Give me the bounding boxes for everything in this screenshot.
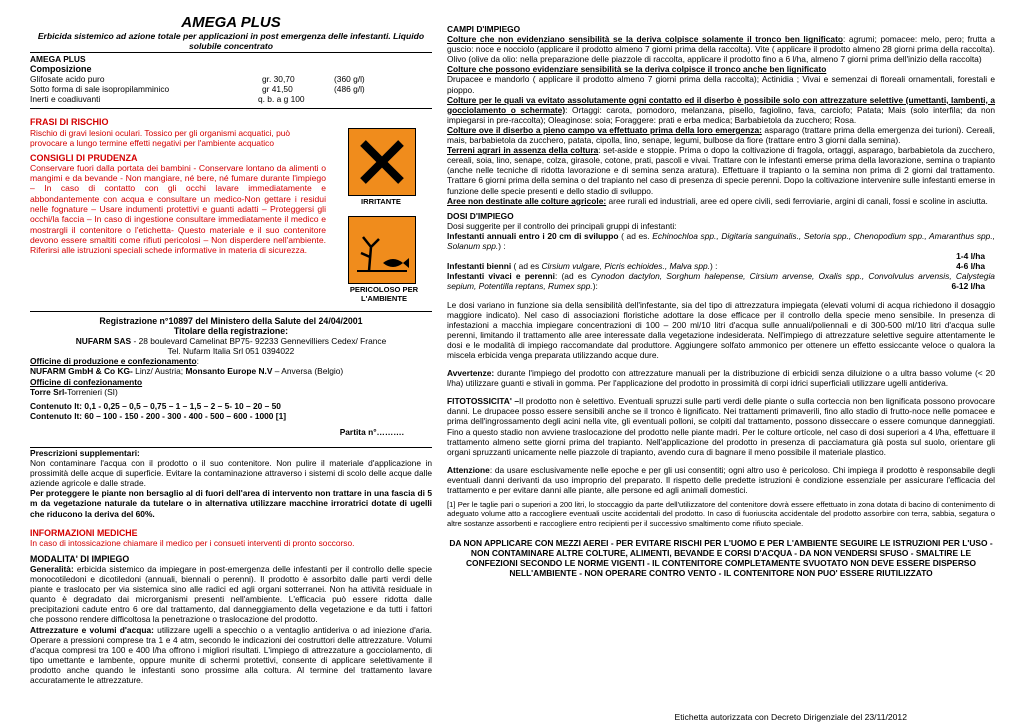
phone-number: Tel. Nufarm Italia Srl 051 0394022: [167, 346, 295, 357]
campi-para-heading: Colture che possono evidenziare sensibilità se la deriva colpisce il tronco anche ben lignificato: [447, 64, 827, 75]
campi-para: Drupacee e mandorlo ( applicare il prodotto almeno 7 giorni prima della raccolta); Actinidia ; Vivai e semenzai di floreali ornamentali, forestali e pioppo.: [447, 74, 995, 95]
divider: [30, 52, 432, 53]
campi-para: Colture ove il diserbo a pieno campo va effettuato prima della loro emergenza: asparago (trattare prima della emergenza dei turioni). Cereali, mais, barbabietola da zucchero, patata, cipolla, lino, senape, legumi, bulbose da fiore (trattare entro 3 giorni dalla semina).: [447, 124, 995, 146]
composition-row: Inerti e coadiuvanti q. b. a g 100: [30, 94, 305, 105]
phytotoxicity-para: FITOTOSSICITA' –Il prodotto non è selettivo. Eventuali spruzzi sulle parti verdi delle piante o sulla corteccia non ben lignificata possono provocare danni. Le drupacee posso essere sensibili anche se il tronco è lignificato. Nei trattamenti primaverili, fino allo stadio di frutto-noce nelle pomacee e prima dell'ingrossamento degli acini nella vite, gli eventuali polloni, se colpiti dal trattamento, possono disseccare o essere comunque danneggiati. Fino a questo stadio non avviene traslocazione del prodotto nelle piante madri. Per le colture ortícole, nel caso di dosi superiori a 4 l/ha, effettuare il trattamento almeno sette giorni prima del trapianto. Nell'applicazione del prodotto in presenza di pacciamatura già posta sul suolo, orientare gli organi spruzzanti unicamente nelle piazzole di trapianto, avendo cura di bagnare il meno possibile il materiale plastico.: [447, 396, 995, 457]
prudence-text: Conservare fuori dalla portata dei bambini - Conservare lontano da alimenti o mangimi e da bevande - Non mangiare, né bere, né fumare durante l'impiego – In caso di contatto con gli occhi lavare immediatamente e abbondantemente con acqua e consultare un medico-Non gettare i residui nelle fognature – Usare indumenti protettivi e guanti adatti – Proteggersi gli occhi/la faccia – In caso di ingestione consultare immediatamente il medico e mostrargli il contenitore o l'etichetta- Questo materiale e il suo contenitore devono essere smaltiti come rifiuti pericolosi – Non disperdere nell'ambiente. Riferirsi alle istruzioni speciali schede informative in materia di sicurezza.: [30, 162, 326, 256]
content-sizes-2: Contenuto lt: 60 – 100 - 150 - 200 - 300 - 400 - 500 – 600 - 1000 [1]: [30, 410, 287, 421]
hazard-text-block: [30, 117, 326, 255]
usage-general: Generalità: erbicida sistemico da impiegare in post-emergenza delle infestanti per il controllo delle specie monocotiledoni e dicotiledoni (annuali, biennali o perenni). Il prodotto è assorbito dalle parti verdi delle piante e traslocato per via sistemica sino alle radici ed agli organi sotterranei. Non ha attività residuale in quanto è degradato dai microrganismi presenti nell'ambiente. L'efficacia può essere ridotta dalle precipitazioni cadute entro 6 ore dal trattamento, dal danneggiamento della vegetazione e da tutti i fattori che possono rendere difficoltosa la penetrazione o traslocazione del prodotto.: [30, 563, 432, 625]
composition-heading: Composizione: [30, 64, 92, 75]
dosi-intro: Dosi suggerite per il controllo dei principali gruppi di infestanti:: [447, 220, 677, 231]
campi-block: [447, 24, 995, 206]
attention-para: Attenzione: da usare esclusivamente nelle epoche e per gli usi consentiti; ogni altro uso è pericoloso. Chi impiega il prodotto è responsabile degli eventuali danni derivanti da uso improprio del preparato. Il rispetto delle predette istruzioni è condizione essenziale per assicurare l'efficacia del trattamento e per evitare danni alle piante, alle persone ed agli animali domestici.: [447, 464, 995, 496]
campi-para: Aree non destinate alle colture agricole: aree rurali ed industriali, aree ed opere civili, sedi ferroviarie, argini di canali, fossi e scoline in asciutta.: [447, 195, 988, 206]
production-plants: Officine di produzione e confezionamento:: [30, 356, 199, 367]
left-column: [30, 0, 432, 724]
prescriptions-text: Non contaminare l'acqua con il prodotto o il suo contenitore. Non pulire il materiale d'applicazione in prossimità delle acque di superficie. Evitare la contaminazione attraverso i sistemi di scolo delle acque dalle aziende agricole e dalle strade.: [30, 458, 432, 489]
dose-row: Infestanti bienni ( ad es Cirsium vulgare, Picris echioides., Malva spp.) : 4-6 l/ha: [447, 261, 995, 271]
dosi-heading: DOSI D'IMPIEGO: [447, 210, 514, 221]
packaging-plants: Torre Srl-Torrenieri (SI): [30, 386, 118, 397]
risk-heading: FRASI DI RISCHIO: [30, 117, 109, 128]
x-cross-icon: [349, 129, 415, 195]
product-subtitle: Erbicida sistemico ad azione totale per applicazioni in post emergenza delle infestanti. Liquido solubile concentrato: [37, 31, 425, 51]
risk-text: Rischio di gravi lesioni oculari. Tossico per gli organismi acquatici, può provocare a lungo termine effetti negativi per l'ambiente acquatico: [30, 127, 291, 148]
prudence-heading: CONSIGLI DI PRUDENZA: [30, 152, 138, 163]
dosi-block: [447, 211, 995, 292]
dose-row: Infestanti vivaci e perenni: (ad es Cynodon dactylon, Sorghum halepense, Cirsium arvense, Oxalis spp., Convolvulus arvensis, Calystegia sepium, Potentilla reptans, Rumex spp.):: [447, 271, 995, 292]
campi-para: Terreni agrari in assenza della coltura: set-aside e stoppie. Prima o dopo la coltivazione di fragola, ortaggi, asparago, barbabietola da zucchero, cereali, soia, lino, senape, colza, girasole, cotone, prati, pascoli e vivai. Trattare con le infestanti emerse prima della lavorazione, semina o trapianto (anche nelle tecniche di ridotta lavorazione e di semina senza aratura). Effettuare il trapianto o la semina non prima di 2 giorni dal trattamento. Trattare 6 giorni prima della semina o del trapianto nel caso di presenza di specie perenni. Dopo la coltivazione intervenire sulle infestanti emerse in funzione delle specie presenti e dello stadio di sviluppo.: [447, 145, 995, 196]
registration-number: Registrazione n°10897 del Ministero della Salute del 24/04/2001: [99, 316, 363, 326]
batch-number: Partita n°……….: [339, 426, 404, 437]
dose-value: 4-6 l/ha: [956, 261, 985, 272]
divider: [30, 311, 432, 312]
divider: [30, 108, 432, 109]
lower-left-block: [30, 448, 432, 685]
dose-row: Infestanti annuali entro i 20 cm di sviluppo ( ad es. Echinochloa spp., Digitaria sanguinalis., Setoria spp., Chenopodium spp., Amaranthus spp., Solanum spp.) :: [447, 230, 995, 251]
right-column: [447, 0, 995, 724]
prescriptions-heading: Prescrizioni supplementari:: [30, 448, 140, 458]
campi-para: Colture che non evidenziano sensibilità se la deriva colpisce solamente il tronco ben lignificato: agrumi; pomacee: melo, pero; frutta a guscio: noce e nocciolo (applicare il prodotto almeno 7 giorni prima della raccolta). Vite ( applicare il prodotto almeno 28 giorni prima della raccolta). Olivo (olive da olio: nella preparazione delle piazzole di raccolta, applicare il prodotto fino a 6 l/ha, almeno 7 giorni prima dell'inizio della raccolta): [447, 34, 995, 65]
footnote: [1] Per le taglie pari o superiori a 200 litri, lo stoccaggio da parte dell'utilizzatore del contenitore dovrà essere effettuato in zona dotata di bacino di contenimento di adeguato volume atto a raccogliere eventuali uscite accidentali del prodotto. In caso di fuoriuscita accidentale del prodotto assorbire con terra, sabbia, segatura o altre sostanze assorbenti e raccogliere entro recipienti per il successivo smaltimento come rifiuto speciale.: [447, 500, 995, 528]
dose-value: 1-4 l/ha: [956, 251, 985, 262]
environment-label: PERICOLOSO PER L'AMBIENTE: [349, 285, 419, 303]
prescriptions-buffer: Per proteggere le piante non bersaglio al di fuori dell'area di intervento non trattare in una fascia di 5 m da vegetazione naturale da tutelare o in alternativa utilizzare macchine irroratrici dotate di ugelli che riducono la deriva del 60%.: [30, 488, 432, 519]
composition-row: Glifosate acido puro gr. 30,70 (360 g/l): [30, 74, 365, 85]
no-aerial-warning: DA NON APPLICARE CON MEZZI AEREI - PER EVITARE RISCHI PER L'UOMO E PER L'AMBIENTE SEGUIRE LE ISTRUZIONI PER L'USO - NON CONTAMINARE ALTRE COLTURE, ALIMENTI, BEVANDE E CORSI D'ACQUA - DA NON VENDERSI SFUSO - SMALTIRE LE CONFEZIONI SECONDO LE NORME VIGENTI - IL CONTENITORE COMPLETAMENTE SVUOTATO NON DEVE ESSERE DISPERSO NELL'AMBIENTE - NON OPERARE CONTRO VENTO - IL CONTENITORE NON PUO' ESSERE RIUTILIZZATO: [449, 537, 993, 579]
doses-explanation: Le dosi variano in funzione sia della sensibilità dell'infestante, sia del tipo di attrezzatura impiegata (elevati volumi di acqua richiedono il dosaggio maggiore indicato). Nel caso di associazioni floristiche adottare la dose efficace per il controllo della specie meno sensibile. In presenza di infestazioni a macchia impiegare concentrazioni di 100 – 200 ml/10 litri d'acqua sulle annuali/poliennali e di 300-500 ml/10 litri d'acqua sulle perenni, limitando il trattamento alle aree interessate dalla vegetazione indesiderata. Nell'impiego di attrezzature selettive seguire attentamente le dosi e le modalità di impiego raccomandate dal produttore. Aggiungere solfato ammonico per ottenere un effetto essiccante veloce o qualora la miscela erbicida venga preparata utilizzando acque dure.: [447, 299, 995, 360]
registration-holder-label: Titolare della registrazione:: [173, 326, 289, 337]
warnings-para: Avvertenze: durante l'impiego del prodotto con attrezzature manuali per la distribuzione di erbicidi senza diluizione o a ultra basso volume (< 20 l/ha) utilizzare guanti e stivali in gomma. Per l'applicazione del prodotto in prossimità di corpi idrici superficiali utilizzare ugelli antideriva.: [447, 368, 995, 389]
irritant-label: IRRITANTE: [361, 197, 401, 206]
campi-para: Colture per le quali va evitato assolutamente ogni contatto ed il diserbo è possibile solo con attrezzature selettive (umettanti, lambenti, a gocciolamento o schermate): Ortaggi: carota, pomodoro, melanzana, pisello, fagiolino, fava, carciofo; Patata; Mais (solo interfila; da non impiegarsi in pre-raccolta); Oleaginose: soia; Foraggere: prati e erba medica; Barbabietola da zucchero; Rosa.: [447, 94, 995, 125]
irritant-symbol: [348, 128, 416, 196]
registration-block: [30, 316, 432, 437]
composition-product-name: AMEGA PLUS: [30, 54, 86, 64]
usage-heading: MODALITA' DI IMPIEGO: [30, 553, 130, 564]
composition-table: [30, 74, 432, 104]
product-title: AMEGA PLUS: [181, 14, 281, 31]
dead-tree-fish-icon: [349, 217, 415, 283]
composition-row: Sotto forma di sale isopropilamminico gr 41,50 (486 g/l): [30, 84, 365, 95]
holder-address: NUFARM SAS - 28 boulevard Camelinat BP75- 92233 Gennevilliers Cedex/ France: [75, 336, 387, 347]
usage-equipment: Attrezzature e volumi d'acqua: utilizzare ugelli a specchio o a ventaglio antideriva o ad iniezione d'aria. Operare a pressioni comprese tra 1 e 4 atm, secondo le indicazioni dei costruttori delle attrezzature. Volumi d'acqua compresi tra 100 e 400 l/ha offrono i migliori risultati. L'impiego di attrezzature a gocciolamento, di tipo umettante e lambente, oppure munite di schermi protettivi, consente di applicare selettivamente il prodotto anche quando le infestanti sono prossime alla coltura. Al termine del trattamento lavare accuratamente le attrezzature.: [30, 624, 432, 685]
dose-value: 6-12 l/ha: [951, 281, 985, 292]
medical-text: In caso di intossicazione chiamare il medico per i consueti interventi di pronto soccorso.: [30, 537, 355, 548]
authorization-footer: Etichetta autorizzata con Decreto Dirigenziale del 23/11/2012: [674, 712, 907, 722]
content-sizes-1: Contenuto lt: 0,1 - 0,25 – 0,5 – 0,75 – 1 – 1,5 – 2 – 5- 10 – 20 – 50: [30, 400, 281, 411]
production-plants-list: NUFARM GmbH & Co KG- Linz/ Austria; Monsanto Europe N.V – Anversa (Belgio): [30, 366, 344, 377]
campi-heading: CAMPI D'IMPIEGO: [447, 24, 521, 34]
environment-symbol: [348, 216, 416, 284]
packaging-plants-heading: Officine di confezionamento: [30, 376, 143, 387]
medical-heading: INFORMAZIONI MEDICHE: [30, 527, 138, 538]
